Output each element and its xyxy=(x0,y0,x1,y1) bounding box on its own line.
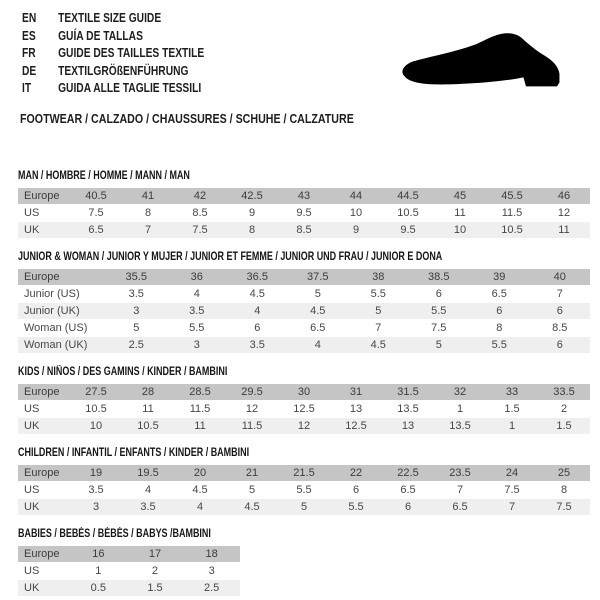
language-code: ES xyxy=(22,28,36,43)
size-value-cell: 19 xyxy=(70,465,122,482)
size-value-cell: 17 xyxy=(127,546,184,563)
size-value-cell: 32 xyxy=(434,384,486,401)
size-table-section xyxy=(18,528,590,597)
size-value-cell: 4.5 xyxy=(174,482,226,499)
size-value-cell: 9.5 xyxy=(382,222,434,239)
size-value-cell: 3 xyxy=(106,303,167,320)
row-label-cell: UK xyxy=(18,580,70,597)
size-value-cell: 3.5 xyxy=(70,482,122,499)
size-value-cell: 6.5 xyxy=(70,222,122,239)
table-header-row xyxy=(18,188,590,205)
size-value-cell: 13 xyxy=(330,401,382,418)
language-code: DE xyxy=(22,63,37,78)
size-value-cell: 10 xyxy=(330,205,382,222)
table-row xyxy=(18,286,590,303)
section-title: MAN / HOMBRE / HOMME / MANN / MAN xyxy=(18,170,190,182)
size-value-cell: 4 xyxy=(167,286,228,303)
size-value-cell: 4 xyxy=(174,499,226,516)
size-table xyxy=(18,546,240,597)
size-value-cell: 38.5 xyxy=(409,269,470,286)
table-row xyxy=(18,401,590,418)
size-table-section xyxy=(18,170,590,239)
size-value-cell: 11.5 xyxy=(226,418,278,435)
size-value-cell: 13.5 xyxy=(382,401,434,418)
size-value-cell: 3.5 xyxy=(167,303,228,320)
size-value-cell: 21 xyxy=(226,465,278,482)
table-row xyxy=(18,320,590,337)
size-value-cell: 28 xyxy=(122,384,174,401)
size-value-cell: 8.5 xyxy=(174,205,226,222)
row-label-cell: Junior (US) xyxy=(18,286,106,303)
size-value-cell: 7 xyxy=(122,222,174,239)
size-value-cell: 1.5 xyxy=(538,418,590,435)
size-value-cell: 44 xyxy=(330,188,382,205)
row-label-cell: US xyxy=(18,401,70,418)
size-value-cell: 3 xyxy=(70,499,122,516)
size-value-cell: 25 xyxy=(538,465,590,482)
language-label: GUÍA DE TALLAS xyxy=(58,28,143,43)
size-value-cell: 1 xyxy=(486,418,538,435)
language-label: GUIDE DES TAILLES TEXTILE xyxy=(58,46,205,60)
size-value-cell: 11.5 xyxy=(486,205,538,222)
size-value-cell: 8.5 xyxy=(530,320,591,337)
size-value-cell: 11 xyxy=(174,418,226,435)
size-value-cell: 7.5 xyxy=(174,222,226,239)
size-value-cell: 28.5 xyxy=(174,384,226,401)
section-title: JUNIOR & WOMAN / JUNIOR Y MUJER / JUNIOR ET FEMME / JUNIOR UND FRAU / JUNIOR E DONA xyxy=(18,251,443,263)
table-row xyxy=(18,222,590,239)
size-value-cell: 31.5 xyxy=(382,384,434,401)
size-value-cell: 0.5 xyxy=(70,580,127,597)
size-value-cell: 9 xyxy=(330,222,382,239)
category-line: FOOTWEAR / CALZADO / CHAUSSURES / SCHUHE / CALZATURE xyxy=(20,110,354,126)
section-title: BABIES / BEBÉS / BÉBÉS / BABYS /BAMBINI xyxy=(18,528,211,540)
size-value-cell: 18 xyxy=(183,546,240,563)
row-label-cell: Woman (US) xyxy=(18,320,106,337)
size-value-cell: 10.5 xyxy=(486,222,538,239)
row-label-cell: US xyxy=(18,205,70,222)
size-value-cell: 7.5 xyxy=(409,320,470,337)
size-value-cell: 4.5 xyxy=(226,499,278,516)
row-label-cell: Europe xyxy=(18,188,70,205)
size-value-cell: 10 xyxy=(434,222,486,239)
size-value-cell: 5 xyxy=(348,303,409,320)
size-value-cell: 6 xyxy=(330,482,382,499)
size-value-cell: 30 xyxy=(278,384,330,401)
size-value-cell: 29.5 xyxy=(226,384,278,401)
size-value-cell: 1.5 xyxy=(486,401,538,418)
language-label: TEXTILGRÖßENFÜHRUNG xyxy=(58,63,189,78)
size-value-cell: 3 xyxy=(167,337,228,354)
row-label-cell: Woman (UK) xyxy=(18,337,106,354)
size-table-section xyxy=(18,366,590,435)
row-label-cell: UK xyxy=(18,499,70,516)
size-value-cell: 6.5 xyxy=(288,320,349,337)
size-value-cell: 12.5 xyxy=(330,418,382,435)
size-value-cell: 6 xyxy=(409,286,470,303)
size-value-cell: 11 xyxy=(434,205,486,222)
size-value-cell: 4.5 xyxy=(227,286,288,303)
size-value-cell: 8 xyxy=(226,222,278,239)
size-table-section xyxy=(18,251,590,354)
table-row xyxy=(18,482,590,499)
size-value-cell: 4.5 xyxy=(348,337,409,354)
size-value-cell: 7.5 xyxy=(486,482,538,499)
size-value-cell: 19.5 xyxy=(122,465,174,482)
size-value-cell: 8 xyxy=(469,320,530,337)
table-row xyxy=(18,563,240,580)
size-value-cell: 31 xyxy=(330,384,382,401)
size-value-cell: 42.5 xyxy=(226,188,278,205)
table-header-row xyxy=(18,546,240,563)
table-row xyxy=(18,499,590,516)
size-value-cell: 5 xyxy=(278,499,330,516)
row-label-cell: Europe xyxy=(18,269,106,286)
size-value-cell: 5.5 xyxy=(348,286,409,303)
shoe-icon xyxy=(397,30,583,94)
size-value-cell: 4.5 xyxy=(288,303,349,320)
table-header-row xyxy=(18,384,590,401)
size-value-cell: 5 xyxy=(106,320,167,337)
size-value-cell: 6 xyxy=(382,499,434,516)
size-value-cell: 12 xyxy=(226,401,278,418)
size-value-cell: 1 xyxy=(70,563,127,580)
size-value-cell: 27.5 xyxy=(70,384,122,401)
size-value-cell: 43 xyxy=(278,188,330,205)
size-value-cell: 44.5 xyxy=(382,188,434,205)
size-value-cell: 45.5 xyxy=(486,188,538,205)
size-value-cell: 42 xyxy=(174,188,226,205)
size-value-cell: 6.5 xyxy=(382,482,434,499)
size-value-cell: 24 xyxy=(486,465,538,482)
size-value-cell: 4 xyxy=(122,482,174,499)
size-value-cell: 7 xyxy=(434,482,486,499)
row-label-cell: Europe xyxy=(18,546,70,563)
size-value-cell: 5.5 xyxy=(278,482,330,499)
size-value-cell: 7.5 xyxy=(538,499,590,516)
size-value-cell: 4 xyxy=(227,303,288,320)
size-value-cell: 3 xyxy=(183,563,240,580)
size-value-cell: 12.5 xyxy=(278,401,330,418)
size-value-cell: 3.5 xyxy=(227,337,288,354)
size-tables xyxy=(0,170,600,597)
table-row xyxy=(18,418,590,435)
size-table xyxy=(18,465,590,516)
size-value-cell: 5 xyxy=(409,337,470,354)
row-label-cell: Europe xyxy=(18,384,70,401)
size-value-cell: 5.5 xyxy=(167,320,228,337)
row-label-cell: US xyxy=(18,563,70,580)
size-value-cell: 16 xyxy=(70,546,127,563)
size-value-cell: 2.5 xyxy=(183,580,240,597)
size-table xyxy=(18,384,590,435)
size-value-cell: 10 xyxy=(70,418,122,435)
size-value-cell: 5 xyxy=(226,482,278,499)
size-value-cell: 2 xyxy=(127,563,184,580)
table-row xyxy=(18,303,590,320)
size-value-cell: 40.5 xyxy=(70,188,122,205)
size-value-cell: 10.5 xyxy=(122,418,174,435)
section-title: KIDS / NIÑOS / DES GAMINS / KINDER / BAMBINI xyxy=(18,366,228,378)
row-label-cell: Europe xyxy=(18,465,70,482)
size-value-cell: 2 xyxy=(538,401,590,418)
size-value-cell: 33.5 xyxy=(538,384,590,401)
size-value-cell: 11 xyxy=(122,401,174,418)
page-header xyxy=(0,0,600,128)
size-value-cell: 7 xyxy=(486,499,538,516)
size-value-cell: 12 xyxy=(538,205,590,222)
size-value-cell: 40 xyxy=(530,269,591,286)
size-value-cell: 1 xyxy=(434,401,486,418)
size-value-cell: 2.5 xyxy=(106,337,167,354)
size-value-cell: 6 xyxy=(469,303,530,320)
size-table xyxy=(18,188,590,239)
size-value-cell: 36 xyxy=(167,269,228,286)
size-value-cell: 10.5 xyxy=(70,401,122,418)
table-header-row xyxy=(18,465,590,482)
language-label: TEXTILE SIZE GUIDE xyxy=(58,11,162,25)
size-value-cell: 13.5 xyxy=(434,418,486,435)
table-row xyxy=(18,337,590,354)
table-header-row xyxy=(18,269,590,286)
language-code: IT xyxy=(22,81,32,95)
table-row xyxy=(18,205,590,222)
size-value-cell: 9 xyxy=(226,205,278,222)
size-value-cell: 6.5 xyxy=(469,286,530,303)
row-label-cell: US xyxy=(18,482,70,499)
size-value-cell: 5.5 xyxy=(469,337,530,354)
size-value-cell: 37.5 xyxy=(288,269,349,286)
size-value-cell: 6 xyxy=(227,320,288,337)
size-value-cell: 4 xyxy=(288,337,349,354)
size-value-cell: 5 xyxy=(288,286,349,303)
size-value-cell: 8 xyxy=(122,205,174,222)
size-value-cell: 46 xyxy=(538,188,590,205)
row-label-cell: Junior (UK) xyxy=(18,303,106,320)
size-value-cell: 38 xyxy=(348,269,409,286)
size-value-cell: 21.5 xyxy=(278,465,330,482)
size-value-cell: 36.5 xyxy=(227,269,288,286)
size-value-cell: 11 xyxy=(538,222,590,239)
size-value-cell: 6 xyxy=(530,303,591,320)
size-value-cell: 35.5 xyxy=(106,269,167,286)
size-value-cell: 5.5 xyxy=(330,499,382,516)
size-value-cell: 23.5 xyxy=(434,465,486,482)
size-value-cell: 8 xyxy=(538,482,590,499)
size-value-cell: 3.5 xyxy=(122,499,174,516)
size-value-cell: 7 xyxy=(348,320,409,337)
size-value-cell: 1.5 xyxy=(127,580,184,597)
row-label-cell: UK xyxy=(18,418,70,435)
size-value-cell: 45 xyxy=(434,188,486,205)
language-row xyxy=(22,10,496,28)
size-value-cell: 39 xyxy=(469,269,530,286)
size-value-cell: 10.5 xyxy=(382,205,434,222)
size-value-cell: 22 xyxy=(330,465,382,482)
size-value-cell: 12 xyxy=(278,418,330,435)
size-value-cell: 33 xyxy=(486,384,538,401)
size-value-cell: 20 xyxy=(174,465,226,482)
size-value-cell: 7.5 xyxy=(70,205,122,222)
size-value-cell: 7 xyxy=(530,286,591,303)
size-value-cell: 8.5 xyxy=(278,222,330,239)
size-value-cell: 41 xyxy=(122,188,174,205)
size-value-cell: 11.5 xyxy=(174,401,226,418)
size-value-cell: 5.5 xyxy=(409,303,470,320)
size-value-cell: 22.5 xyxy=(382,465,434,482)
language-code: EN xyxy=(22,11,37,25)
row-label-cell: UK xyxy=(18,222,70,239)
size-table xyxy=(18,269,590,354)
language-code: FR xyxy=(22,46,36,60)
size-value-cell: 3.5 xyxy=(106,286,167,303)
language-label: GUIDA ALLE TAGLIE TESSILI xyxy=(58,81,202,95)
size-table-section xyxy=(18,447,590,516)
table-row xyxy=(18,580,240,597)
size-value-cell: 6.5 xyxy=(434,499,486,516)
size-value-cell: 13 xyxy=(382,418,434,435)
size-value-cell: 9.5 xyxy=(278,205,330,222)
size-value-cell: 6 xyxy=(530,337,591,354)
section-title: CHILDREN / INFANTIL / ENFANTS / KINDER / BAMBINI xyxy=(18,447,250,459)
